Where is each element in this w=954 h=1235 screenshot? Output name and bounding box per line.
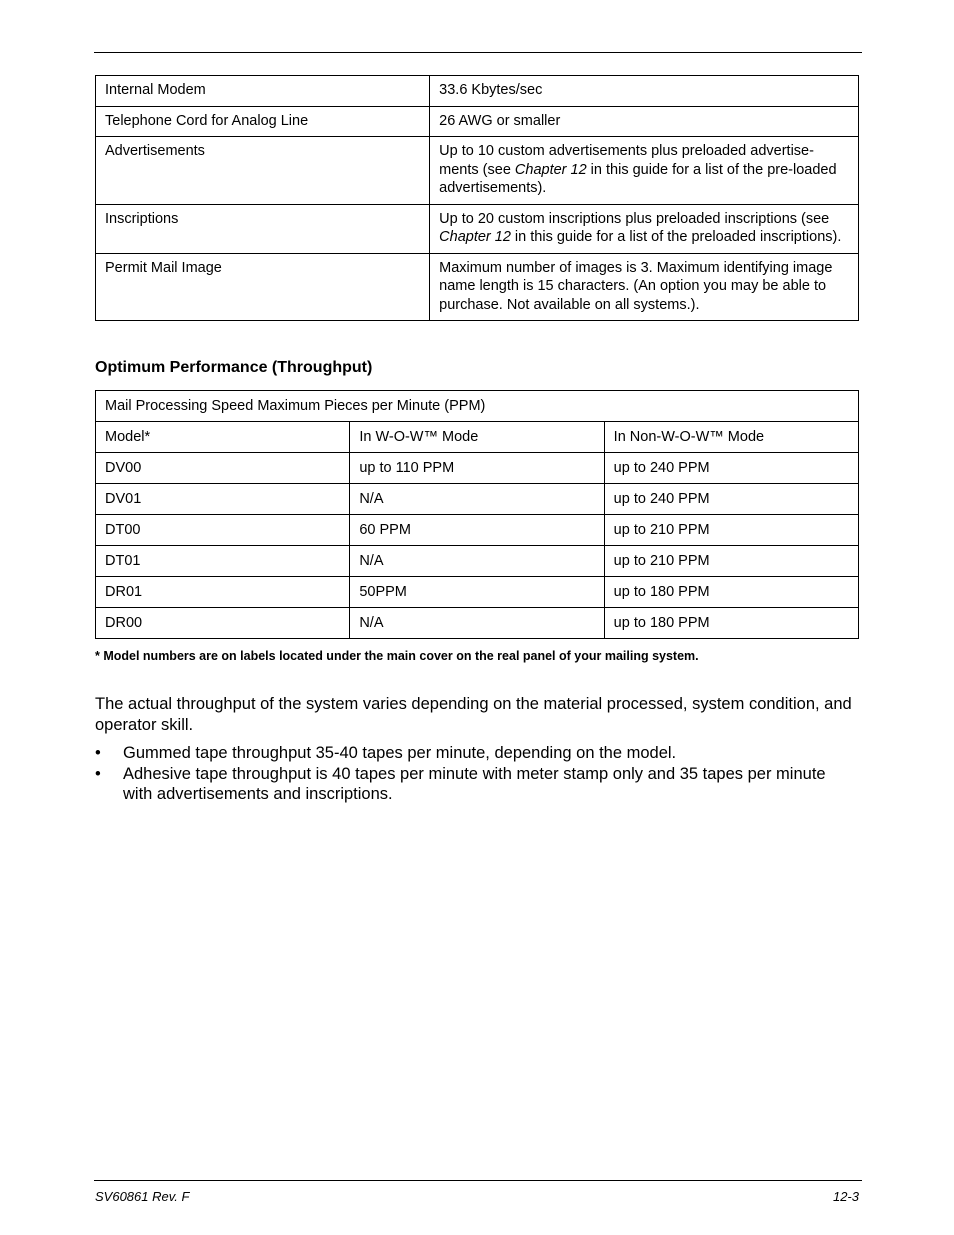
table-row [96,106,859,137]
wow-mode-cell: 60 PPM [350,515,604,546]
list-item-text: Adhesive tape throughput is 40 tapes per minute with meter stamp only and 35 tapes per minute with advertisements and inscriptions. [123,764,826,803]
table-row [96,453,859,484]
list-item-text: Gummed tape throughput 35-40 tapes per minute, depending on the model. [123,744,677,762]
list-item [95,743,859,764]
body-paragraph: The actual throughput of the system varies depending on the material processed, system condition, and operator skill. [95,695,852,734]
table-row [96,546,859,577]
chapter-reference: Chapter 12 [514,161,587,178]
table-header-row [96,422,859,453]
table-row [96,515,859,546]
table-row [96,204,859,253]
model-cell: DT01 [96,546,350,577]
model-cell: DV01 [96,484,350,515]
table-row [96,577,859,608]
non-wow-mode-cell: up to 210 PPM [604,546,858,577]
non-wow-mode-cell: up to 180 PPM [604,577,858,608]
wow-mode-cell: N/A [350,484,604,515]
spec-label: Internal Modem [96,76,430,107]
column-header: In Non-W-O-W™ Mode [604,422,858,453]
model-cell: DR00 [96,608,350,639]
wow-mode-cell: N/A [350,546,604,577]
model-cell: DT00 [96,515,350,546]
table-row [96,137,859,205]
non-wow-mode-cell: up to 240 PPM [604,484,858,515]
spec-value: Up to 20 custom inscriptions plus preloaded inscriptions (see Chapter 12 in this guide for a list of the preloaded inscriptions). [430,204,859,253]
spec-value: Maximum number of images is 3. Maximum identifying image name length is 15 characters. (An option you may be able to purchase. Not available on all systems.). [430,253,859,321]
column-header: Model* [96,422,350,453]
header-rule [94,52,862,53]
wow-mode-cell: up to 110 PPM [350,453,604,484]
spec-value: 33.6 Kbytes/sec [430,76,859,107]
footer-page-number: 12-3 [832,1189,859,1204]
wow-mode-cell: 50PPM [350,577,604,608]
table-row [96,76,859,107]
bullet-icon: • [95,764,101,783]
wow-mode-cell: N/A [350,608,604,639]
specifications-table [95,75,859,321]
model-cell: DR01 [96,577,350,608]
list-item [95,764,859,805]
spec-label: Inscriptions [96,204,430,253]
spec-label: Permit Mail Image [96,253,430,321]
spec-label: Telephone Cord for Analog Line [96,106,430,137]
non-wow-mode-cell: up to 180 PPM [604,608,858,639]
table-row [96,253,859,321]
spec-value: Up to 10 custom advertisements plus preloaded advertise-ments (see Chapter 12 in this guide for a list of the pre-loaded advertisements). [430,137,859,205]
non-wow-mode-cell: up to 210 PPM [604,515,858,546]
table-footnote: * Model numbers are on labels located under the main cover on the real panel of your mailing system. [95,649,699,663]
bullet-list [95,743,859,805]
spec-label: Advertisements [96,137,430,205]
model-cell: DV00 [96,453,350,484]
section-heading: Optimum Performance (Throughput) [95,359,373,376]
footer-rule [94,1180,862,1181]
column-header: In W-O-W™ Mode [350,422,604,453]
performance-table [95,390,859,639]
spec-value: 26 AWG or smaller [430,106,859,137]
table-row [96,484,859,515]
chapter-reference: Chapter 12 [439,229,511,245]
table-row [96,608,859,639]
bullet-icon: • [95,744,101,762]
non-wow-mode-cell: up to 240 PPM [604,453,858,484]
footer-document-id: SV60861 Rev. F [95,1189,190,1204]
table-caption-row [96,391,859,422]
table-caption: Mail Processing Speed Maximum Pieces per Minute (PPM) [96,391,859,422]
